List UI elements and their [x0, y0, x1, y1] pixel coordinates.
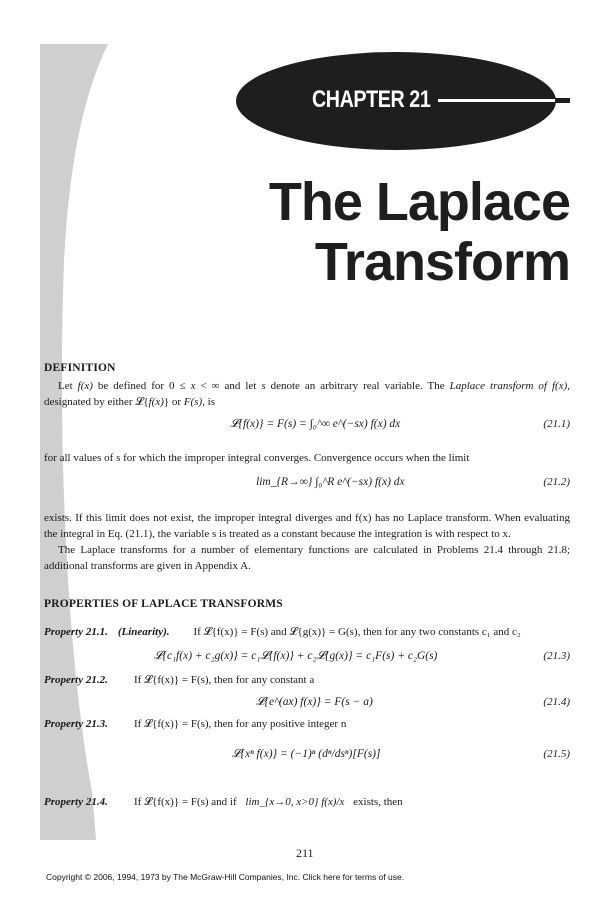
page-number: 211	[296, 846, 314, 860]
math-run: x	[190, 380, 196, 392]
chapter-rule-end	[555, 98, 570, 103]
property-21-4	[44, 794, 403, 810]
property-text-end: exists, then	[353, 796, 403, 808]
text-run: be defined for 0 ≤	[92, 380, 191, 392]
property-name: Property 21.1.	[44, 626, 108, 638]
definition-heading: DEFINITION	[44, 362, 116, 374]
properties-heading: PROPERTIES OF LAPLACE TRANSFORMS	[44, 598, 283, 610]
equation-number: (21.1)	[543, 418, 570, 430]
text-run: } or	[163, 396, 184, 408]
text-run: Let	[58, 380, 78, 392]
math-run: F(s),	[183, 396, 205, 408]
property-text: If 𝓛{f(x)} = F(s) and if	[134, 796, 237, 808]
equation-formula: 𝓛{f(x)} = F(s) = ∫₀^∞ e^(−sx) f(x) dx	[230, 418, 401, 430]
chapter-rule	[438, 99, 570, 102]
text-run: denote an arbitrary real variable. The	[265, 380, 450, 392]
math-run: s	[261, 380, 266, 392]
property-21-1	[44, 624, 521, 640]
equation-21-3	[44, 648, 570, 670]
equation-21-4	[44, 694, 570, 716]
property-21-3	[44, 716, 346, 732]
equation-number: (21.4)	[543, 696, 570, 708]
limit-expression: lim_{x→0, x>0} f(x)/x	[245, 796, 345, 808]
property-text: If 𝓛{f(x)} = F(s), then for any constant a	[134, 674, 315, 686]
equation-number: (21.2)	[543, 476, 570, 488]
equation-formula: 𝓛{c₁f(x) + c₂g(x)} = c₁𝓛{f(x)} + c₂𝓛{g(x)} = c₁F(s) + c₂G(s)	[154, 650, 438, 662]
chapter-title-line-2: Transform	[314, 232, 570, 292]
convergence-text: for all values of s for which the improper integral converges. Convergence occurs when the limit	[44, 452, 470, 464]
equation-21-1	[44, 416, 570, 438]
chapter-title	[269, 172, 570, 292]
defined-term: Laplace transform of f(x),	[449, 380, 570, 392]
equation-21-5	[44, 746, 570, 768]
text-run: designated by either 𝓛{	[44, 396, 149, 408]
equation-formula: 𝓛{xⁿ f(x)} = (−1)ⁿ (dⁿ/dsⁿ)[F(s)]	[232, 748, 381, 760]
property-name: Property 21.4.	[44, 796, 108, 808]
property-subname: (Linearity).	[117, 626, 170, 638]
math-run: f(x)	[77, 380, 93, 392]
problems-text: The Laplace transforms for a number of elementary functions are calculated in Problems 21.4 through 21.8; additional transforms are given in Appendix A.	[44, 544, 570, 572]
equation-number: (21.3)	[543, 650, 570, 662]
math-run: f(x)	[148, 396, 164, 408]
property-21-2	[44, 672, 314, 688]
property-text: If 𝓛{f(x)} = F(s) and 𝓛{g(x)} = G(s), then for any two constants c₁ and c₂	[193, 626, 521, 638]
chapter-label: CHAPTER 21	[312, 86, 431, 113]
equation-number: (21.5)	[543, 748, 570, 760]
equation-21-2	[44, 474, 570, 496]
equation-formula: 𝓛{e^(ax) f(x)} = F(s − a)	[256, 696, 373, 708]
exists-text: exists. If this limit does not exist, the improper integral diverges and f(x) has no Laplace transform. When evaluating the integral in Eq. (21.1), the variable s is treated as a constant because the integration is with respect to x.	[44, 512, 570, 540]
copyright-notice[interactable]: Copyright © 2006, 1994, 1973 by The McGraw-Hill Companies, Inc. Click here for terms of use.	[46, 872, 405, 882]
equation-formula: lim_{R→∞} ∫₀^R e^(−sx) f(x) dx	[256, 476, 405, 488]
text-run: < ∞ and let	[195, 380, 262, 392]
property-text: If 𝓛{f(x)} = F(s), then for any positive integer n	[134, 718, 347, 730]
property-name: Property 21.2.	[44, 674, 108, 686]
definition-intro	[44, 378, 570, 410]
text-run: is	[204, 396, 215, 408]
property-name: Property 21.3.	[44, 718, 108, 730]
chapter-title-line-1: The Laplace	[268, 172, 570, 232]
